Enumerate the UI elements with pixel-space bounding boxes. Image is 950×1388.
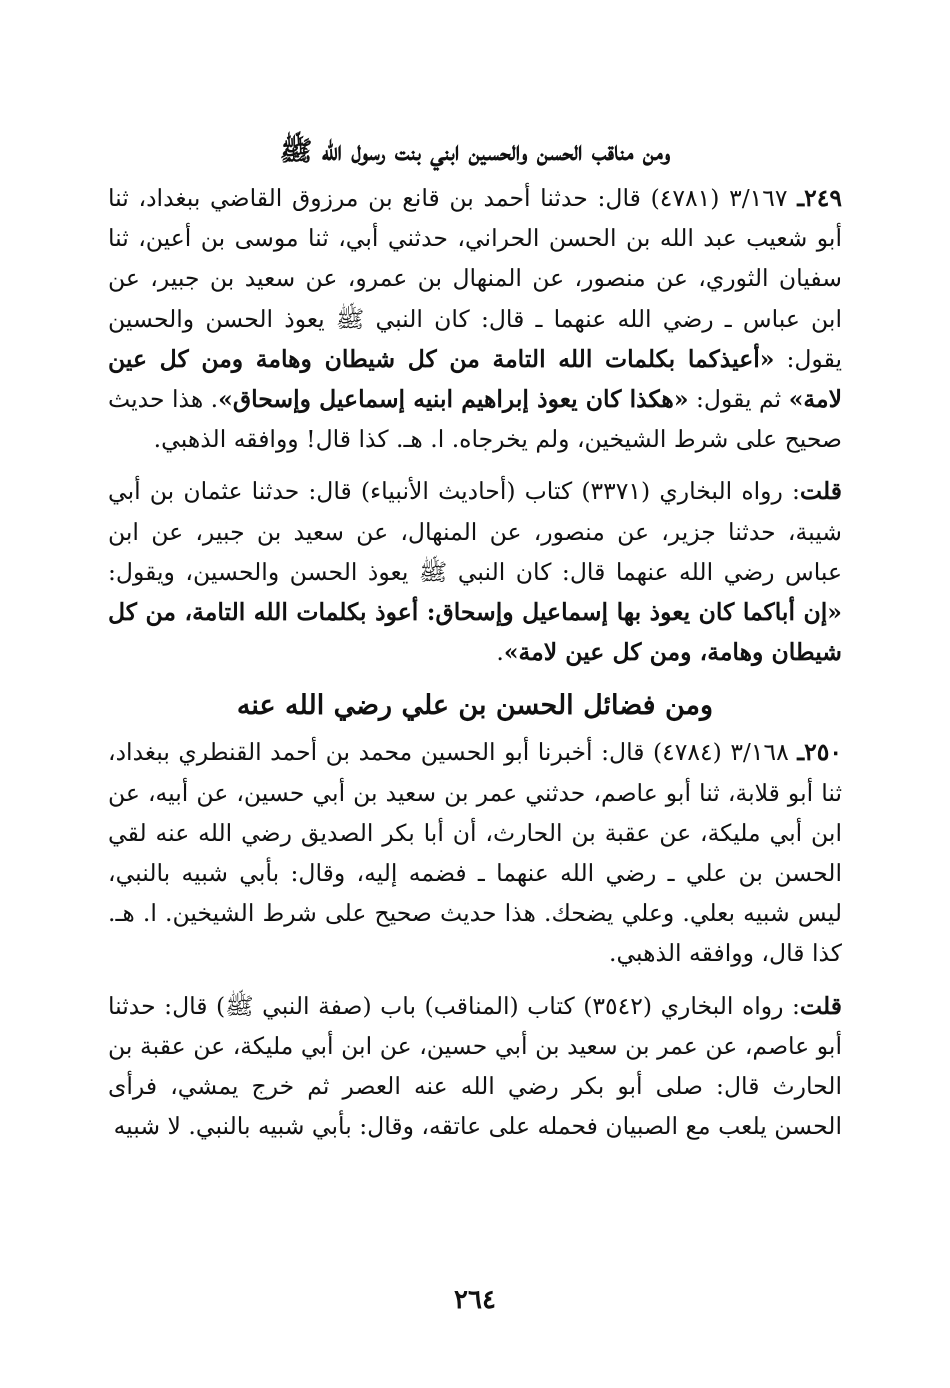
hadith-quote: «هكذا كان يعوذ إبراهيم ابنيه إسماعيل وإسحاق» bbox=[218, 385, 689, 414]
hadith-reference: ٣/١٦٧ (٤٧٨١) قال: حدثنا أحمد بن قانع بن مرزوق القاضي ببغداد، bbox=[138, 184, 788, 212]
commentary-label: قلت bbox=[799, 991, 842, 1020]
hadith-text: ٣/١٦٨ (٤٧٨٤) قال: أخبرنا أبو الحسين محمد بن أحمد القنطري ببغداد، ثنا أبو قلابة، ثنا أبو عاصم، حدثني عمر بن سعيد بن أبي حسين، عن أبيه، عن ابن أبي مليكة، عن عقبة بن الحارث، أن أبا بكر الصديق رضي الله عنه لقي الحسن بن علي ـ رضي الله عنهما ـ فضمه إليه، وقال: بأبي شبيه بالنبي، ليس شبيه بعلي. وعلي يضحك. هذا حديث صحيح على شرط الشيخين. ا. هـ. كذا قال، ووافقه الذهبي. bbox=[108, 738, 842, 968]
hadith-249 bbox=[108, 178, 842, 459]
hadith-number: ٢٥٠ـ bbox=[797, 738, 842, 767]
page-number: ٢٦٤ bbox=[454, 1285, 496, 1315]
commentary-text: : رواه البخاري (٣٥٤٢) كتاب (المناقب) باب (صفة النبي ﷺ) قال: حدثنا أبو عاصم، عن عمر بن سعيد بن أبي حسين، عن ابن أبي مليكة، عن عقبة بن الحارث قال: صلى أبو بكر رضي الله عنه العصر ثم خرج يمشي، فرأى الحسن يلعب مع الصبيان فحمله على عاتقه، وقال: بأبي شبيه بالنبي. لا شبيه bbox=[108, 991, 842, 1141]
commentary-249 bbox=[108, 471, 842, 672]
commentary-text: . bbox=[496, 638, 504, 667]
commentary-label: قلت bbox=[799, 477, 842, 506]
commentary-text: : رواه البخاري (٣٣٧١) كتاب (أحاديث الأنبياء) قال: حدثنا عثمان بن أبي شيبة، حدثنا جزير، عن منصور، عن المنهال، عن سعيد بن جبير، عن ابن عباس رضي الله عنهما قال: كان النبي ﷺ يعوذ الحسن والحسين، ويقول: bbox=[108, 477, 842, 586]
section-heading-hasan-husain: ومن مناقب الحسن والحسين ابني بنت رسول الله ﷺ bbox=[279, 136, 671, 167]
hadith-text: . هذا حديث صحيح على شرط الشيخين، ولم يخرجاه. ا. هـ. كذا قال! ووافقه الذهبي. bbox=[108, 385, 842, 454]
section-heading-hasan: ومن فضائل الحسن بن علي رضي الله عنه bbox=[236, 690, 714, 722]
hadith-text: ثنا أبو شعيب عبد الله بن الحسن الحراني، حدثني أبي، ثنا موسى بن أعين، ثنا سفيان الثوري، عن منصور، عن المنهال بن عمرو، عن سعيد بن جبير، عن ابن عباس ـ رضي الله عنهما ـ قال: كان النبي ﷺ يعوذ الحسن والحسين يقول: bbox=[108, 184, 842, 373]
hadith-quote: «أعيذكما بكلمات الله التامة من كل شيطان وهامة ومن كل عين لامة» bbox=[108, 344, 842, 414]
commentary-250 bbox=[108, 986, 842, 1147]
commentary-quote: «إن أباكما كان يعوذ بها إسماعيل وإسحاق: أعوذ بكلمات الله التامة، من كل شيطان وهامة، ومن كل عين لامة» bbox=[108, 598, 842, 667]
hadith-number: ٢٤٩ـ bbox=[797, 184, 842, 212]
hadith-250 bbox=[108, 732, 842, 973]
hadith-text: ثم يقول: bbox=[696, 385, 789, 414]
